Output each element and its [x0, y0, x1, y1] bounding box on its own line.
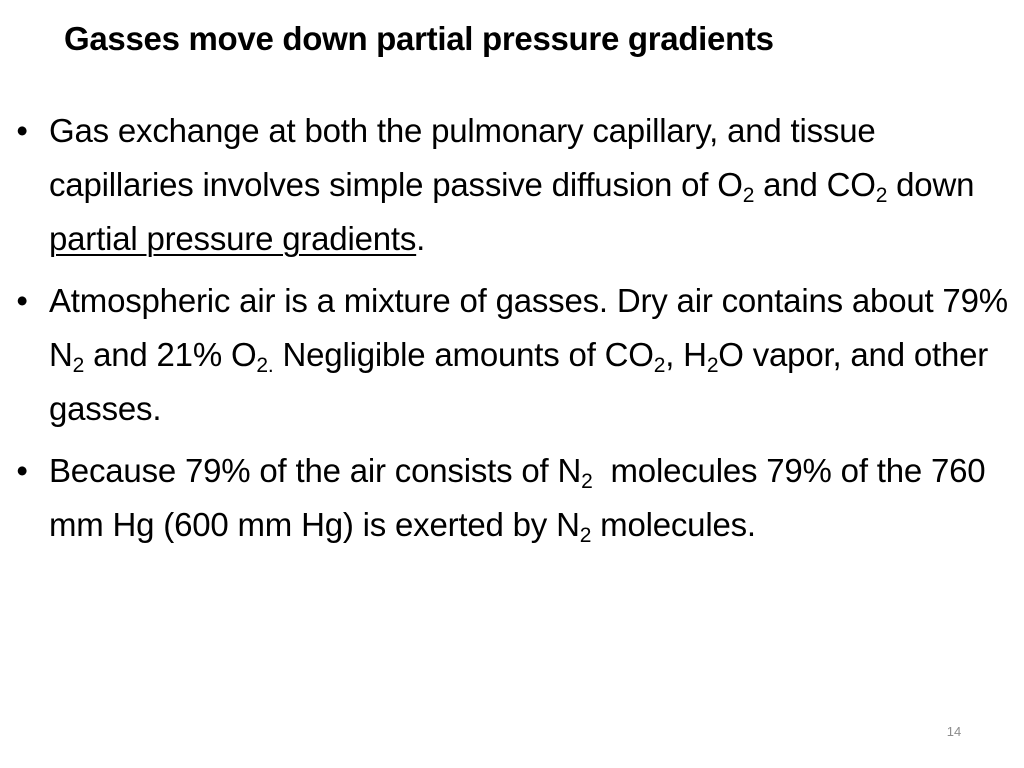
bullet-text: O vapor, and other gasses. — [49, 336, 989, 427]
subscript: 2 — [72, 354, 85, 377]
bullet-marker: • — [16, 282, 28, 319]
bullet-item-nitrogen — [10, 444, 1014, 552]
bullet-text: . — [416, 220, 426, 257]
slide-number: 14 — [946, 724, 962, 739]
bullet-marker: • — [16, 112, 28, 149]
bullet-text: and 21% O — [84, 336, 257, 373]
bullet-marker: • — [16, 452, 28, 489]
subscript: 2 — [653, 354, 666, 377]
subscript: 2 — [875, 184, 888, 207]
subscript: 2 — [581, 470, 593, 493]
bullet-text: Because 79% of the air consists of N — [49, 452, 582, 489]
subscript: 2 — [706, 354, 719, 377]
bullet-text: Atmospheric air is a mixture of gasses. Dry air contains about 79% N — [49, 282, 1008, 373]
bullet-text: Negligible amounts of CO — [273, 336, 654, 373]
bullet-text: Gas exchange at both the pulmonary capillary, and tissue capillaries involves simple passive diffusion of O — [49, 112, 876, 203]
bullet-text: and CO — [754, 166, 876, 203]
subscript: 2 — [579, 524, 592, 547]
bullet-text: down — [887, 166, 975, 203]
bullet-item-gas-exchange — [10, 104, 1014, 266]
bullet-text: molecules 79% of the 760 mm Hg (600 mm Hg) is exerted by N — [49, 452, 995, 543]
underlined-term: partial pressure gradients — [49, 220, 417, 257]
slide-title: Gasses move down partial pressure gradients — [64, 20, 774, 57]
bullet-item-atmospheric-air — [10, 274, 1014, 436]
bullet-text: , H — [665, 336, 707, 373]
subscript: 2 — [742, 184, 755, 207]
bullet-text: molecules. — [591, 506, 756, 543]
bullet-list — [10, 104, 1014, 560]
subscript: 2. — [256, 354, 274, 377]
